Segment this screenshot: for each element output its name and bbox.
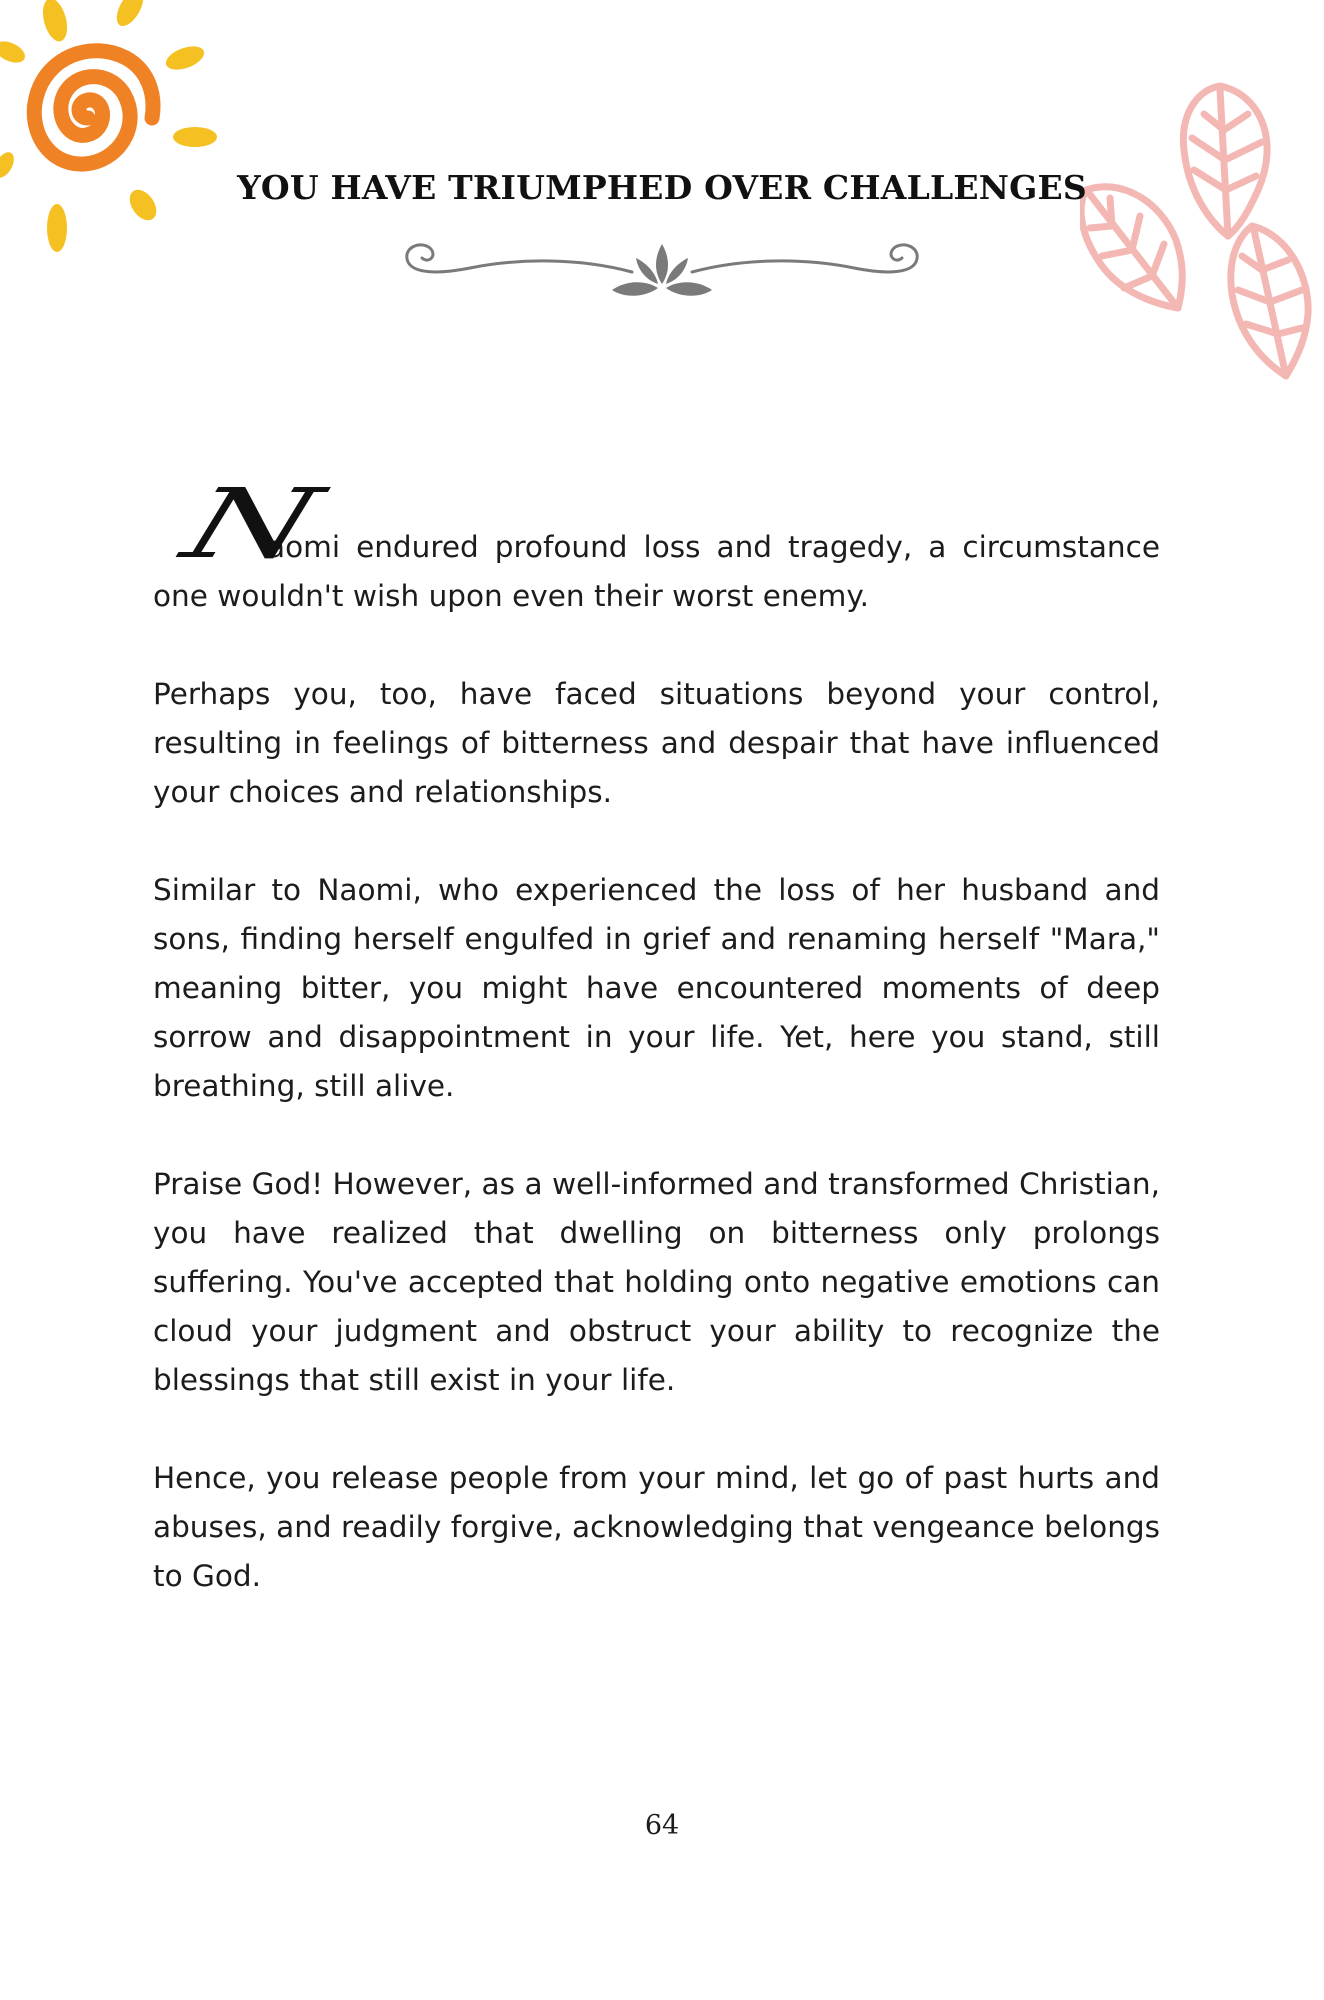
sun-swirl-icon <box>0 0 230 270</box>
page-number: 64 <box>644 1810 680 1841</box>
drop-cap: N <box>171 468 333 580</box>
body-text <box>153 468 1160 1650</box>
leaves-icon <box>1080 80 1320 400</box>
paragraph-1 <box>153 468 1160 621</box>
paragraph-5: Hence, you release people from your mind, let go of past hurts and abuses, and readily forgive, acknowledging that vengeance belongs to God. <box>153 1461 1160 1593</box>
paragraph-2: Perhaps you, too, have faced situations beyond your control, resulting in feelings of bitterness and despair that have influenced your choices and relationships. <box>153 677 1160 809</box>
paragraph-4: Praise God! However, as a well-informed and transformed Christian, you have realized that dwelling on bitterness only prolongs suffering. You've accepted that holding onto negative emotions can cloud your judgment and obstruct your ability to recognize the blessings that still exist in your life. <box>153 1167 1160 1397</box>
paragraph-3: Similar to Naomi, who experienced the loss of her husband and sons, finding herself engulfed in grief and renaming herself "Mara," meaning bitter, you might have encountered moments of deep sorrow and disappointment in your life. Yet, here you stand, still breathing, still alive. <box>153 873 1160 1103</box>
page-title: YOU HAVE TRIUMPHED OVER CHALLENGES <box>237 168 1087 207</box>
paragraph-1-text: aomi endured profound loss and tragedy, a circumstance one wouldn't wish upon even their worst enemy. <box>153 530 1160 613</box>
flourish-divider-icon <box>400 236 924 306</box>
